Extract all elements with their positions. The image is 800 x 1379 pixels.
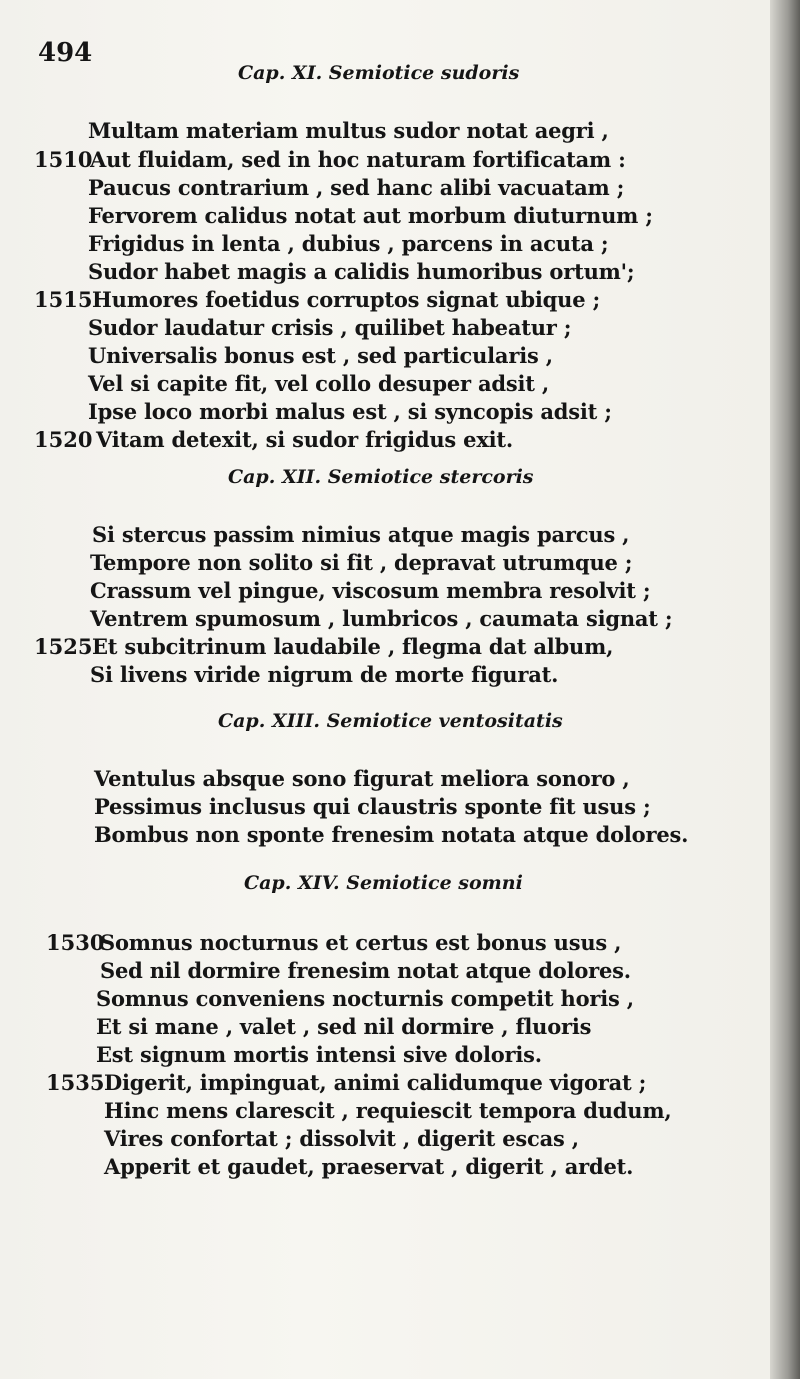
verse-line: Sudor habet magis a calidis humoribus ortum'; xyxy=(88,259,635,284)
verse-line: Fervorem calidus notat aut morbum diuturnum ; xyxy=(88,203,653,228)
line-number: 1510 xyxy=(34,147,93,172)
verse-line: Vel si capite fit, vel collo desuper adsit , xyxy=(88,371,549,396)
verse-line: Somnus conveniens nocturnis competit horis , xyxy=(96,986,634,1011)
section-heading-xi: Cap. XI. Semiotice sudoris xyxy=(238,62,520,84)
book-spine-shadow xyxy=(770,0,800,1379)
line-number: 1515 xyxy=(34,287,93,312)
line-number: 1530 xyxy=(46,930,105,955)
verse-line: Vires confortat ; dissolvit , digerit escas , xyxy=(104,1126,579,1151)
verse-line: Bombus non sponte frenesim notata atque dolores. xyxy=(94,822,689,847)
page-number: 494 xyxy=(38,38,93,68)
verse-line: Vitam detexit, si sudor frigidus exit. xyxy=(96,427,514,452)
verse-line: Somnus nocturnus et certus est bonus usus , xyxy=(100,930,622,955)
verse-line: Aut fluidam, sed in hoc naturam fortificatam : xyxy=(90,147,626,172)
section-heading-xiv: Cap. XIV. Semiotice somni xyxy=(244,872,523,894)
verse-line: Frigidus in lenta , dubius , parcens in acuta ; xyxy=(88,231,609,256)
verse-line: Ipse loco morbi malus est , si syncopis adsit ; xyxy=(88,399,612,424)
verse-line: Paucus contrarium , sed hanc alibi vacuatam ; xyxy=(88,175,625,200)
verse-line: Universalis bonus est , sed particularis , xyxy=(88,343,553,368)
verse-line: Ventulus absque sono figurat meliora sonoro , xyxy=(94,766,630,791)
verse-line: Crassum vel pingue, viscosum membra resolvit ; xyxy=(90,578,651,603)
verse-line: Pessimus inclusus qui claustris sponte fit usus ; xyxy=(94,794,651,819)
verse-line: Hinc mens clarescit , requiescit tempora dudum, xyxy=(104,1098,672,1123)
verse-line: Sed nil dormire frenesim notat atque dolores. xyxy=(100,958,631,983)
verse-line: Si stercus passim nimius atque magis parcus , xyxy=(92,522,630,547)
verse-line: Humores foetidus corruptos signat ubique ; xyxy=(92,287,601,312)
verse-line: Tempore non solito si fit , depravat utrumque ; xyxy=(90,550,633,575)
verse-line: Digerit, impinguat, animi calidumque vigorat ; xyxy=(104,1070,647,1095)
verse-line: Apperit et gaudet, praeservat , digerit , ardet. xyxy=(104,1154,634,1179)
verse-line: Et si mane , valet , sed nil dormire , fluoris xyxy=(96,1014,592,1039)
section-heading-xiii: Cap. XIII. Semiotice ventositatis xyxy=(218,710,563,732)
line-number: 1535 xyxy=(46,1070,105,1095)
verse-line: Ventrem spumosum , lumbricos , caumata signat ; xyxy=(90,606,673,631)
verse-line: Multam materiam multus sudor notat aegri , xyxy=(88,118,609,143)
verse-line: Et subcitrinum laudabile , flegma dat album, xyxy=(92,634,614,659)
verse-line: Est signum mortis intensi sive doloris. xyxy=(96,1042,542,1067)
line-number: 1520 xyxy=(34,427,93,452)
section-heading-xii: Cap. XII. Semiotice stercoris xyxy=(228,466,534,488)
verse-line: Sudor laudatur crisis , quilibet habeatur ; xyxy=(88,315,572,340)
verse-line: Si livens viride nigrum de morte figurat. xyxy=(90,662,559,687)
line-number: 1525 xyxy=(34,634,93,659)
